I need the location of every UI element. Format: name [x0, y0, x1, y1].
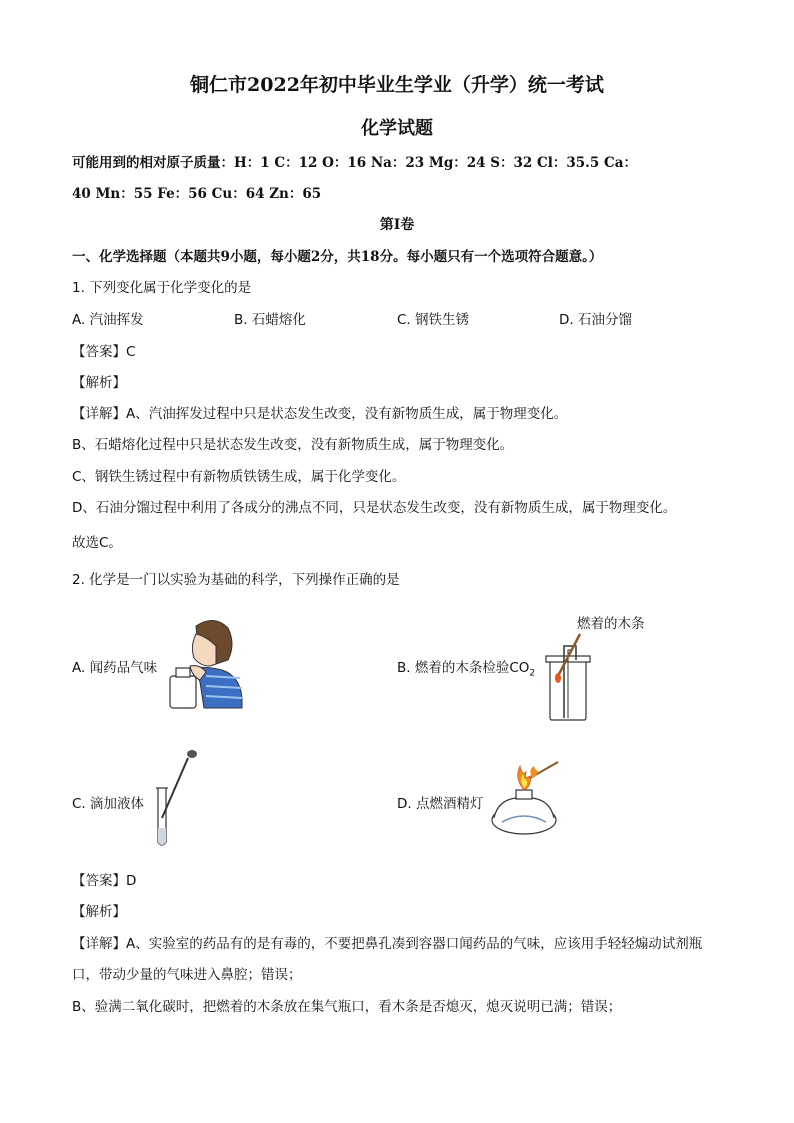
q2-option-c: C. 滴加液体 [72, 796, 145, 812]
q1-option-b: B. 石蜡熔化 [234, 312, 306, 328]
q2-fig-b-caption: 燃着的木条 [577, 616, 645, 632]
q2-option-d: D. 点燃酒精灯 [397, 796, 484, 812]
page-title: 铜仁市2022年初中毕业生学业（升学）统一考试 [190, 74, 604, 96]
q2-stem: 2. 化学是一门以实验为基础的科学，下列操作正确的是 [72, 572, 400, 588]
q2-detail-a-2: 口，带动少量的气味进入鼻腔；错误； [72, 967, 302, 983]
q1-answer: 【答案】C [72, 344, 136, 360]
q2-option-b [397, 656, 535, 679]
q1-detail-d: D、石油分馏过程中利用了各成分的沸点不同，只是状态发生改变，没有新物质生成，属于物理变化。 [72, 500, 677, 516]
q1-detail-c: C、钢铁生锈过程中有新物质铁锈生成，属于化学变化。 [72, 469, 406, 485]
q2-option-b-text: B. 燃着的木条检验CO [397, 660, 530, 676]
q2-detail-b: B、验满二氧化碳时，把燃着的木条放在集气瓶口，看木条是否熄灭，熄灭说明已满；错误； [72, 999, 622, 1015]
q2-answer: 【答案】D [72, 873, 137, 889]
subject-title: 化学试题 [361, 118, 433, 139]
volume-title: 第I卷 [379, 217, 415, 233]
q1-option-c: C. 钢铁生锈 [397, 312, 470, 328]
section-title: 一、化学选择题（本题共9小题，每小题2分，共18分。每小题只有一个选项符合题意。） [72, 249, 603, 265]
alcohol-lamp-icon [488, 760, 560, 840]
q2-analysis-label: 【解析】 [72, 904, 126, 920]
q2-option-a: A. 闻药品气味 [72, 660, 158, 676]
q1-option-d: D. 石油分馏 [559, 312, 632, 328]
q1-stem: 1. 下列变化属于化学变化的是 [72, 280, 252, 296]
q1-detail-b: B、石蜡熔化过程中只是状态发生改变，没有新物质生成，属于物理变化。 [72, 437, 514, 453]
dropper-test-tube-icon [148, 748, 202, 850]
person-smelling-icon [166, 616, 246, 710]
atomic-mass-line-2: 40 Mn：55 Fe：56 Cu：64 Zn：65 [72, 186, 322, 202]
gas-bottle-burning-stick-icon [540, 630, 596, 724]
q1-detail-a: 【详解】A、汽油挥发过程中只是状态发生改变，没有新物质生成，属于物理变化。 [72, 406, 568, 422]
co2-subscript: 2 [529, 668, 536, 679]
q1-analysis-label: 【解析】 [72, 375, 126, 391]
q1-conclusion: 故选C。 [72, 535, 122, 551]
q2-detail-a-1: 【详解】A、实验室的药品有的是有毒的，不要把鼻孔凑到容器口闻药品的气味，应该用手轻轻煽动试剂瓶 [72, 936, 703, 952]
q1-option-a: A. 汽油挥发 [72, 312, 144, 328]
atomic-mass-line-1: 可能用到的相对原子质量：H：1 C：12 O：16 Na：23 Mg：24 S：32 Cl：35.5 Ca： [72, 155, 637, 171]
